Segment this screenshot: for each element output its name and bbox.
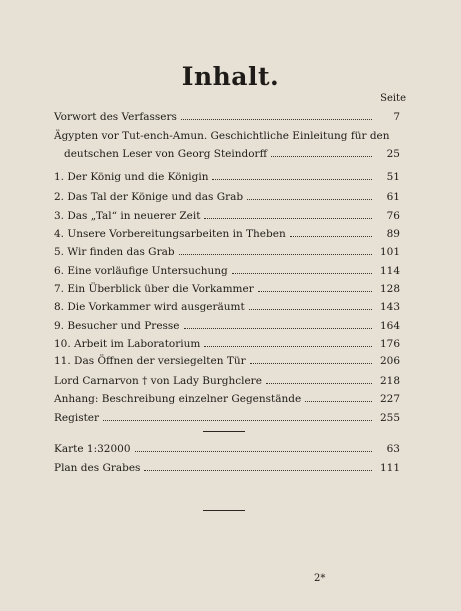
toc-entry-page: 76 (386, 210, 400, 222)
toc-entry-page: 164 (379, 320, 400, 332)
toc-entry (54, 462, 400, 476)
toc-entry (54, 338, 400, 352)
leader-dots (247, 199, 372, 200)
toc-entry-page: 61 (386, 191, 400, 203)
toc-entry-label: 4. Unsere Vorbereitungsarbeiten in Theben (54, 228, 286, 240)
toc-entry-label: Vorwort des Verfassers (54, 111, 177, 123)
leader-dots (232, 273, 372, 274)
toc-entry-label: 5. Wir finden das Grab (54, 246, 175, 258)
leader-dots (290, 236, 372, 237)
toc-entry-page: 255 (379, 412, 400, 424)
leader-dots (258, 291, 372, 292)
toc-entry-label: Anhang: Beschreibung einzelner Gegenstände (54, 393, 302, 405)
toc-entry-label-line2: deutschen Leser von Georg Steindorff (64, 148, 268, 160)
toc-entry-label: Lord Carnarvon † von Lady Burghclere (54, 375, 262, 387)
toc-entry-label: 8. Die Vorkammer wird ausgeräumt (54, 301, 245, 313)
toc-entry-label: Karte 1:32000 (54, 443, 131, 455)
toc-entry-label: 1. Der König und die Königin (54, 171, 209, 183)
section-divider (203, 510, 245, 511)
toc-entry-label: 7. Ein Überblick über die Vorkammer (54, 283, 254, 295)
toc-entry (54, 283, 400, 297)
toc-entry-page: 51 (386, 171, 400, 183)
toc-entry-line2 (54, 148, 400, 162)
leader-dots (179, 254, 372, 255)
toc-entry-page: 143 (379, 301, 400, 313)
toc-entry-page: 176 (379, 338, 400, 350)
leader-dots (204, 218, 372, 219)
toc-entry-label: 10. Arbeit im Laboratorium (54, 338, 201, 350)
page-column-header: Seite (380, 93, 406, 104)
toc-entry-label: 9. Besucher und Presse (54, 320, 180, 332)
toc-entry (54, 320, 400, 334)
toc-entry-page: 7 (393, 111, 400, 123)
toc-entry-multiline (54, 130, 400, 162)
leader-dots (135, 451, 372, 452)
toc-entry (54, 355, 400, 369)
leader-dots (184, 328, 372, 329)
toc-entry-label: 3. Das „Tal“ in neuerer Zeit (54, 210, 201, 222)
toc-entry (54, 375, 400, 389)
leader-dots (249, 309, 372, 310)
toc-entry (54, 443, 400, 457)
toc-entry-page: 128 (379, 283, 400, 295)
toc-entry-page: 218 (379, 375, 400, 387)
toc-entry-page: 101 (379, 246, 400, 258)
toc-entry-label-line1: Ägypten vor Tut-ench-Amun. Geschichtliche Einleitung für den (54, 130, 390, 142)
toc-entry (54, 301, 400, 315)
toc-entry (54, 210, 400, 224)
toc-entry (54, 228, 400, 242)
leader-dots (266, 383, 372, 384)
leader-dots (144, 470, 372, 471)
toc-entry-label: 11. Das Öffnen der versiegelten Tür (54, 355, 246, 367)
leader-dots (204, 346, 372, 347)
toc-entry (54, 191, 400, 205)
leader-dots (103, 420, 372, 421)
toc-entry-label: Plan des Grabes (54, 462, 141, 474)
toc-entry (54, 246, 400, 260)
toc-entry-page: 206 (379, 355, 400, 367)
toc-entry-page: 227 (379, 393, 400, 405)
toc-entry-label: Register (54, 412, 100, 424)
toc-entry (54, 412, 400, 426)
section-divider (203, 431, 245, 432)
toc-entry (54, 265, 400, 279)
toc-entry (54, 171, 400, 185)
signature-mark: 2* (314, 573, 326, 584)
toc-entry (54, 111, 400, 125)
page-title: Inhalt. (181, 62, 280, 91)
leader-dots (271, 156, 372, 157)
leader-dots (305, 401, 372, 402)
toc-entry-page: 63 (386, 443, 400, 455)
leader-dots (181, 119, 372, 120)
leader-dots (212, 179, 372, 180)
toc-entry-page: 25 (386, 148, 400, 160)
toc-entry-label: 2. Das Tal der Könige und das Grab (54, 191, 244, 203)
toc-entry-page: 89 (386, 228, 400, 240)
toc-entry-label: 6. Eine vorläufige Untersuchung (54, 265, 228, 277)
toc-entry-page: 114 (379, 265, 400, 277)
toc-entry (54, 393, 400, 407)
toc-entry-page: 111 (379, 462, 400, 474)
leader-dots (250, 363, 372, 364)
